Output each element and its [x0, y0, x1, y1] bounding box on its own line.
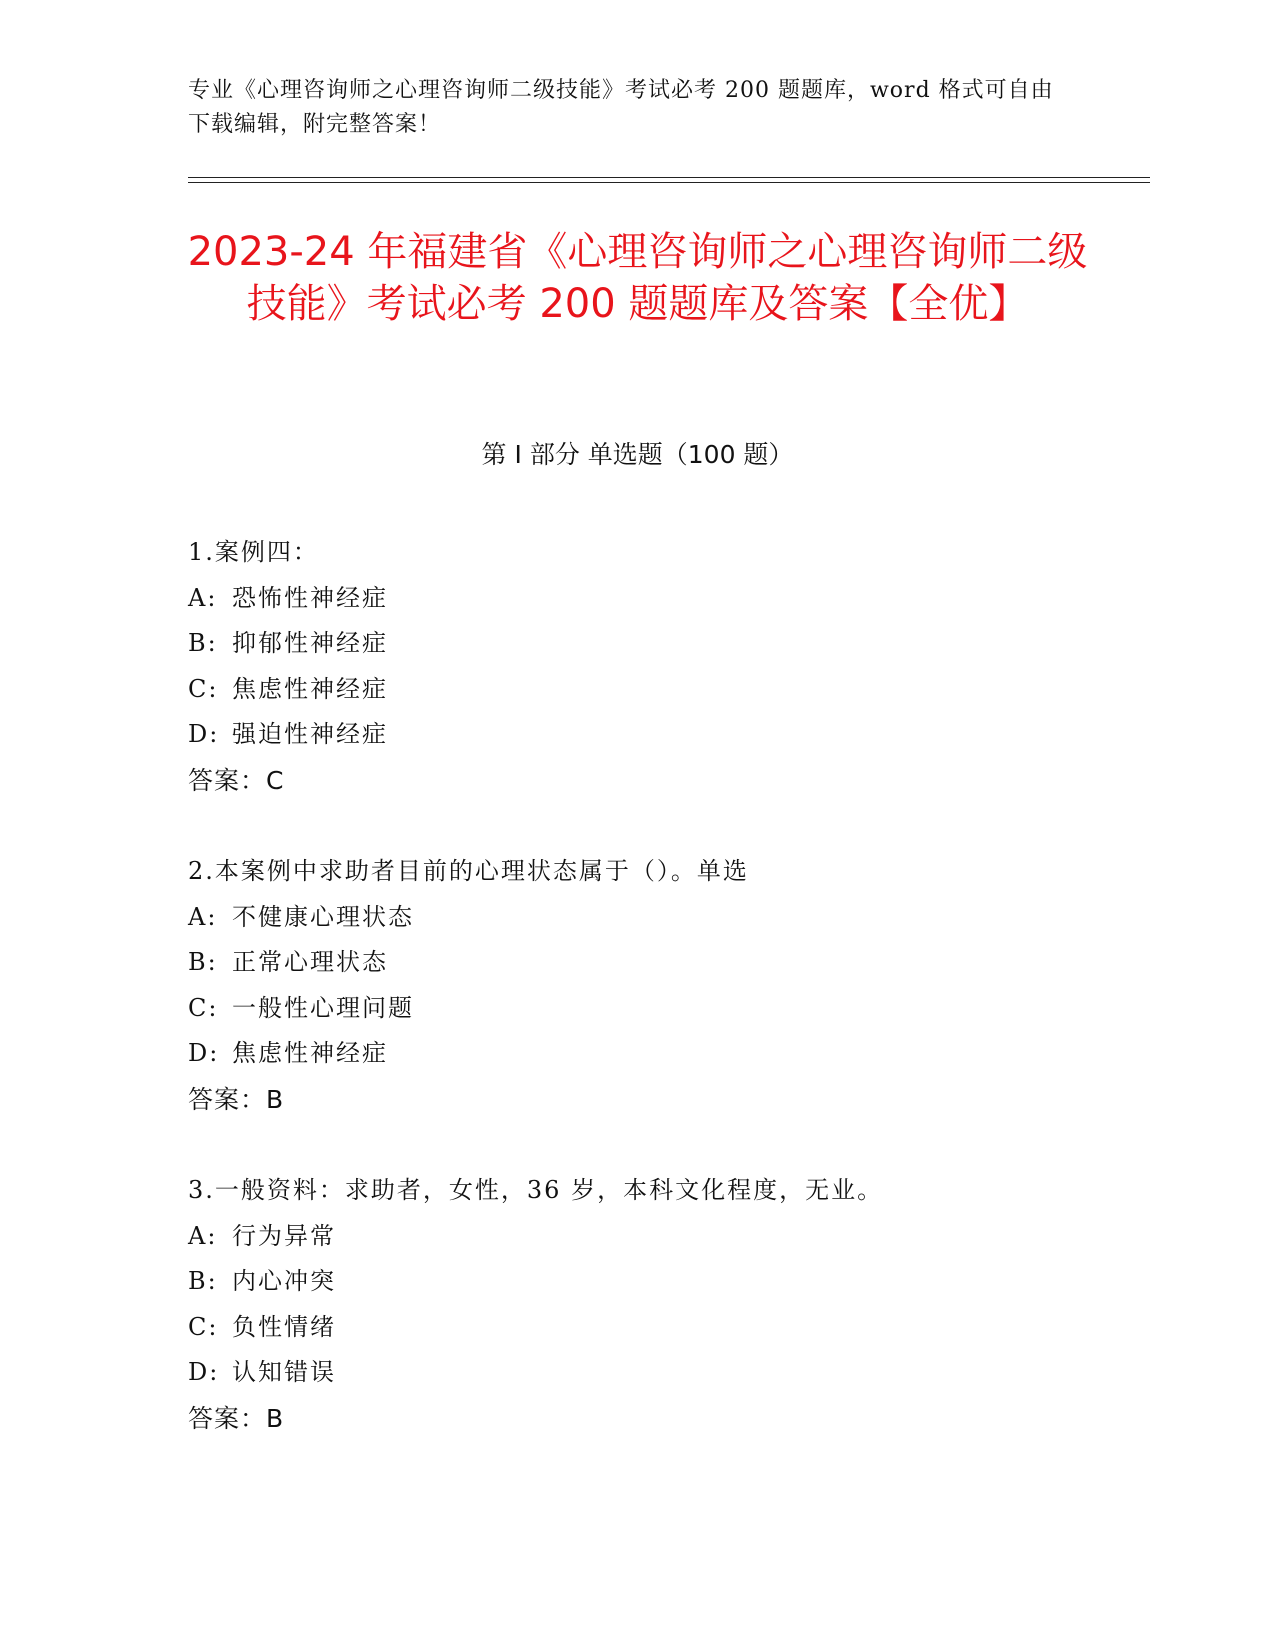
option-text: 负性情绪: [232, 1312, 336, 1341]
option-label: A:: [188, 583, 218, 612]
option-c: [188, 667, 1148, 713]
question-1: [188, 530, 1148, 803]
option-text: 焦虑性神经症: [232, 1039, 388, 1067]
option-text: 正常心理状态: [232, 948, 388, 976]
option-a: [188, 1214, 1148, 1260]
option-c: [188, 986, 1148, 1032]
option-a: [188, 576, 1148, 622]
answer-line: 答案：B: [188, 1084, 285, 1114]
option-d: [188, 1031, 1148, 1077]
option-label: A:: [188, 902, 218, 931]
option-b: [188, 940, 1148, 986]
option-text: 一般性心理问题: [232, 993, 414, 1022]
option-text: 强迫性神经症: [232, 720, 388, 748]
option-label: C:: [188, 993, 219, 1022]
option-text: 认知错误: [232, 1358, 336, 1386]
header-divider-top: [188, 177, 1150, 178]
option-label: B:: [188, 1267, 218, 1295]
option-label: B:: [188, 629, 218, 657]
option-text: 焦虑性神经症: [232, 674, 388, 703]
option-label: C:: [188, 1312, 219, 1341]
answer-line: 答案：C: [188, 765, 285, 795]
option-d: [188, 712, 1148, 758]
answer-line: 答案：B: [188, 1403, 285, 1433]
option-label: D:: [188, 720, 220, 748]
option-label: D:: [188, 1358, 220, 1386]
option-label: B:: [188, 948, 218, 976]
document-header-note: 专业《心理咨询师之心理咨询师二级技能》考试必考 200 题题库，word 格式可自由下载编辑，附完整答案！: [188, 78, 1054, 137]
question-stem: 3.一般资料：求助者，女性，36 岁，本科文化程度，无业。: [188, 1176, 884, 1204]
option-text: 不健康心理状态: [232, 902, 414, 931]
question-stem: 1.案例四：: [188, 538, 319, 566]
option-text: 抑郁性神经症: [232, 629, 388, 657]
document-title: 2023-24 年福建省《心理咨询师之心理咨询师二级技能》考试必考 200 题题库及答案【全优】: [187, 229, 1088, 327]
header-divider-bottom: [188, 182, 1150, 183]
option-b: [188, 1259, 1148, 1305]
option-a: [188, 895, 1148, 941]
option-label: D:: [188, 1039, 220, 1067]
option-text: 内心冲突: [232, 1267, 336, 1295]
option-label: C:: [188, 674, 219, 703]
option-d: [188, 1350, 1148, 1396]
section-heading: 第 I 部分 单选题（100 题）: [481, 440, 794, 469]
question-stem: 2.本案例中求助者目前的心理状态属于（）。单选: [188, 857, 749, 885]
question-3: [188, 1168, 1148, 1441]
option-label: A:: [188, 1221, 218, 1250]
question-2: [188, 849, 1148, 1122]
option-c: [188, 1305, 1148, 1351]
option-text: 恐怖性神经症: [232, 583, 388, 612]
option-text: 行为异常: [232, 1221, 336, 1250]
option-b: [188, 621, 1148, 667]
